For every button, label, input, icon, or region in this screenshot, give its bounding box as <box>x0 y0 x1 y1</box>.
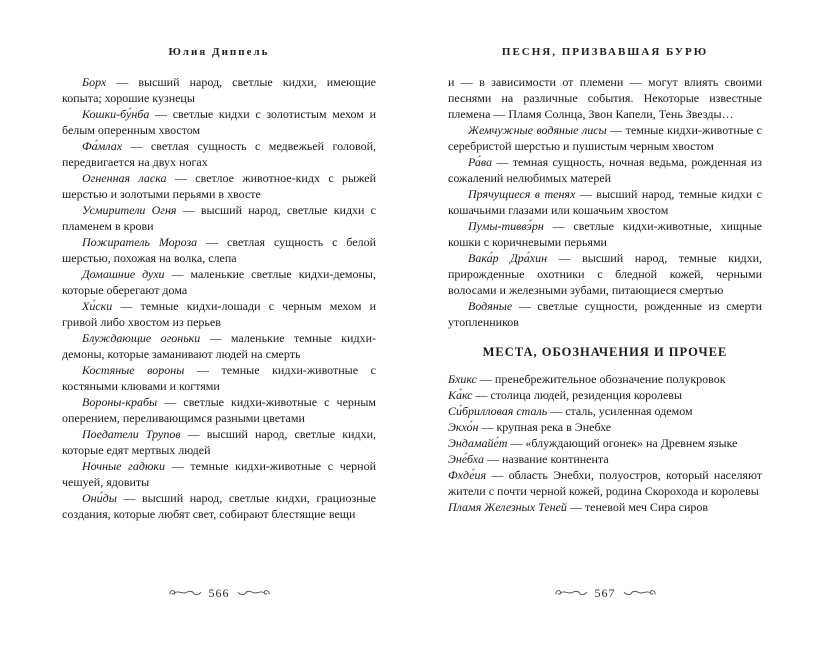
glossary-term: Водяные <box>468 299 513 313</box>
glossary-entry <box>448 218 762 250</box>
glossary-term: Хи́ски <box>82 299 113 313</box>
glossary-definition: — пренебрежительное обозначение полукровок <box>476 372 726 386</box>
glossary-entry <box>448 419 762 435</box>
page-footer-right <box>448 586 762 601</box>
glossary-definition: — светлые кидхи-животные с черным оперением, переливающимся разными цветами <box>62 395 376 425</box>
glossary-definition: — светлая сущность с белой шерстью, похожая на волка, слепа <box>62 235 376 265</box>
glossary-definition: — светлая сущность с медвежьей головой, передвигается на двух ногах <box>62 139 376 169</box>
glossary-entry <box>62 106 376 138</box>
glossary-term: Ка́кс <box>448 388 473 402</box>
glossary-definition: — высший народ, светлые кидхи, грациозные создания, которые любят свет, собирают блестящие вещи <box>62 491 376 521</box>
glossary-entry <box>448 298 762 330</box>
glossary-term: Эне́бха <box>448 452 484 466</box>
glossary-entry <box>448 387 762 403</box>
glossary-entry <box>62 202 376 234</box>
glossary-entry <box>62 458 376 490</box>
page-number: 566 <box>208 586 230 600</box>
flourish-icon <box>623 587 657 599</box>
glossary-term: Борх <box>82 75 107 89</box>
places-list <box>448 371 762 515</box>
glossary-term: Прячущиеся в тенях <box>468 187 576 201</box>
glossary-term: Ночные гадюки <box>82 459 166 473</box>
glossary-definition: — название континента <box>483 452 609 466</box>
glossary-entry <box>62 138 376 170</box>
glossary-term: Огненная ласка <box>82 171 167 185</box>
glossary-entry <box>448 435 762 451</box>
flourish-icon <box>237 587 271 599</box>
page-left <box>62 46 376 522</box>
glossary-entry <box>448 186 762 218</box>
glossary-term: Пумы-тиввэ́рн <box>468 219 544 233</box>
glossary-term: Экхо́н <box>448 420 479 434</box>
glossary-term: Фа́млах <box>82 139 123 153</box>
glossary-definition: — светлые кидхи-животные, хищные кошки с коричневыми перьями <box>448 219 762 249</box>
glossary-term: Ра́ва <box>468 155 492 169</box>
glossary-entry <box>62 170 376 202</box>
glossary-entry <box>448 451 762 467</box>
glossary-term: Усмирители Огня <box>82 203 177 217</box>
glossary-entry <box>62 362 376 394</box>
glossary-definition: — высший народ, темные кидхи с кошачьими глазами или кошачьим хвостом <box>448 187 762 217</box>
glossary-entry <box>62 490 376 522</box>
glossary-term: Вороны-крабы <box>82 395 158 409</box>
glossary-entry <box>448 467 762 499</box>
glossary-definition: — столица людей, резиденция королевы <box>472 388 683 402</box>
glossary-entry <box>448 250 762 298</box>
glossary-definition: — маленькие темные кидхи-демоны, которые заманивают людей на смерть <box>62 331 376 361</box>
glossary-entry <box>62 266 376 298</box>
glossary-entry <box>62 394 376 426</box>
glossary-definition: — темные кидхи-животные с костяными клювами и когтями <box>62 363 376 393</box>
glossary-term: Домашние духи <box>82 267 165 281</box>
glossary-term: Поедатели Трупов <box>82 427 181 441</box>
glossary-definition: — теневой меч Сира сиров <box>566 500 709 514</box>
glossary-definition: — светлые кидхи с золотистым мехом и белым оперенным хвостом <box>62 107 376 137</box>
page-right <box>448 46 762 515</box>
glossary-entry <box>448 403 762 419</box>
glossary-definition: — темные кидхи-лошади с черным мехом и гривой либо хвостом из перьев <box>62 299 376 329</box>
glossary-definition: — высший народ, светлые кидхи с пламенем в крови <box>62 203 376 233</box>
glossary-right-entries <box>448 122 762 330</box>
glossary-definition: — крупная река в Энебхе <box>478 420 612 434</box>
glossary-term: Костяные вороны <box>82 363 185 377</box>
page-number: 567 <box>594 586 616 600</box>
glossary-definition: — высший народ, светлые кидхи, которые едят мертвых людей <box>62 427 376 457</box>
glossary-entry <box>62 330 376 362</box>
glossary-definition: — светлые сущности, рожденные из смерти утопленников <box>448 299 762 329</box>
glossary-definition: — темные кидхи-животные с серебристой шерстью и пушистым черным хвостом <box>448 123 762 153</box>
glossary-entry <box>448 371 762 387</box>
glossary-term: Бхикс <box>448 372 477 386</box>
page-footer-left <box>62 586 376 601</box>
glossary-definition: — сталь, усиленная одемом <box>547 404 693 418</box>
glossary-definition: — светлое животное-кидх с рыжей шерстью и золотыми перьями в хвосте <box>62 171 376 201</box>
glossary-definition: — маленькие светлые кидхи-демоны, которые оберегают дома <box>62 267 376 297</box>
continuation-paragraph: и — в зависимости от племени — могут влиять своими песнями на различные события. Некоторые известные племена — Пламя Солнца, Звон Капели, Тень Звезды… <box>448 75 762 121</box>
glossary-term: Жемчужные водяные лисы <box>468 123 607 137</box>
section-heading: МЕСТА, ОБОЗНАЧЕНИЯ И ПРОЧЕЕ <box>482 345 728 359</box>
glossary-term: Пламя Железных Теней <box>448 500 567 514</box>
flourish-icon <box>554 587 588 599</box>
glossary-entry <box>62 234 376 266</box>
glossary-term: Кошки-бу́нба <box>82 107 150 121</box>
glossary-definition: — «блуждающий огонек» на Древнем языке <box>507 436 738 450</box>
running-header-left: Юлия Диппель <box>168 46 270 58</box>
glossary-entry <box>448 499 762 515</box>
glossary-definition: — область Энебхи, полуостров, который населяют жители с почти черной кожей, родина Скорохода и королевы <box>448 468 762 498</box>
flourish-icon <box>168 587 202 599</box>
glossary-term: Пожиратель Мороза <box>82 235 198 249</box>
glossary-term: Вака́р Дра́хин <box>468 251 548 265</box>
glossary-right <box>448 74 762 515</box>
glossary-entry <box>448 154 762 186</box>
glossary-term: Они́ды <box>82 491 117 505</box>
glossary-definition: — темные кидхи-животные с черной чешуей, ядовиты <box>62 459 376 489</box>
glossary-term: Эндамайе́т <box>448 436 508 450</box>
glossary-entry <box>62 74 376 106</box>
glossary-entry <box>62 426 376 458</box>
running-header-right: ПЕСНЯ, ПРИЗВАВШАЯ БУРЮ <box>501 46 709 58</box>
glossary-left <box>62 74 376 522</box>
glossary-term: Блуждающие огоньки <box>82 331 201 345</box>
glossary-definition: — темная сущность, ночная ведьма, рожденная из сожалений нелюбимых матерей <box>448 155 762 185</box>
glossary-entry <box>62 298 376 330</box>
glossary-definition: — высший народ, светлые кидхи, имеющие копыта; хорошие кузнецы <box>62 75 376 105</box>
glossary-definition: — высший народ, темные кидхи, прирожденные охотники с бледной кожей, черными волосами и железными зубами, питающиеся смертью <box>448 251 763 297</box>
glossary-term: Си́брилловая сталь <box>448 404 548 418</box>
glossary-entry <box>448 122 762 154</box>
glossary-term: Фхде́ия <box>448 468 487 482</box>
